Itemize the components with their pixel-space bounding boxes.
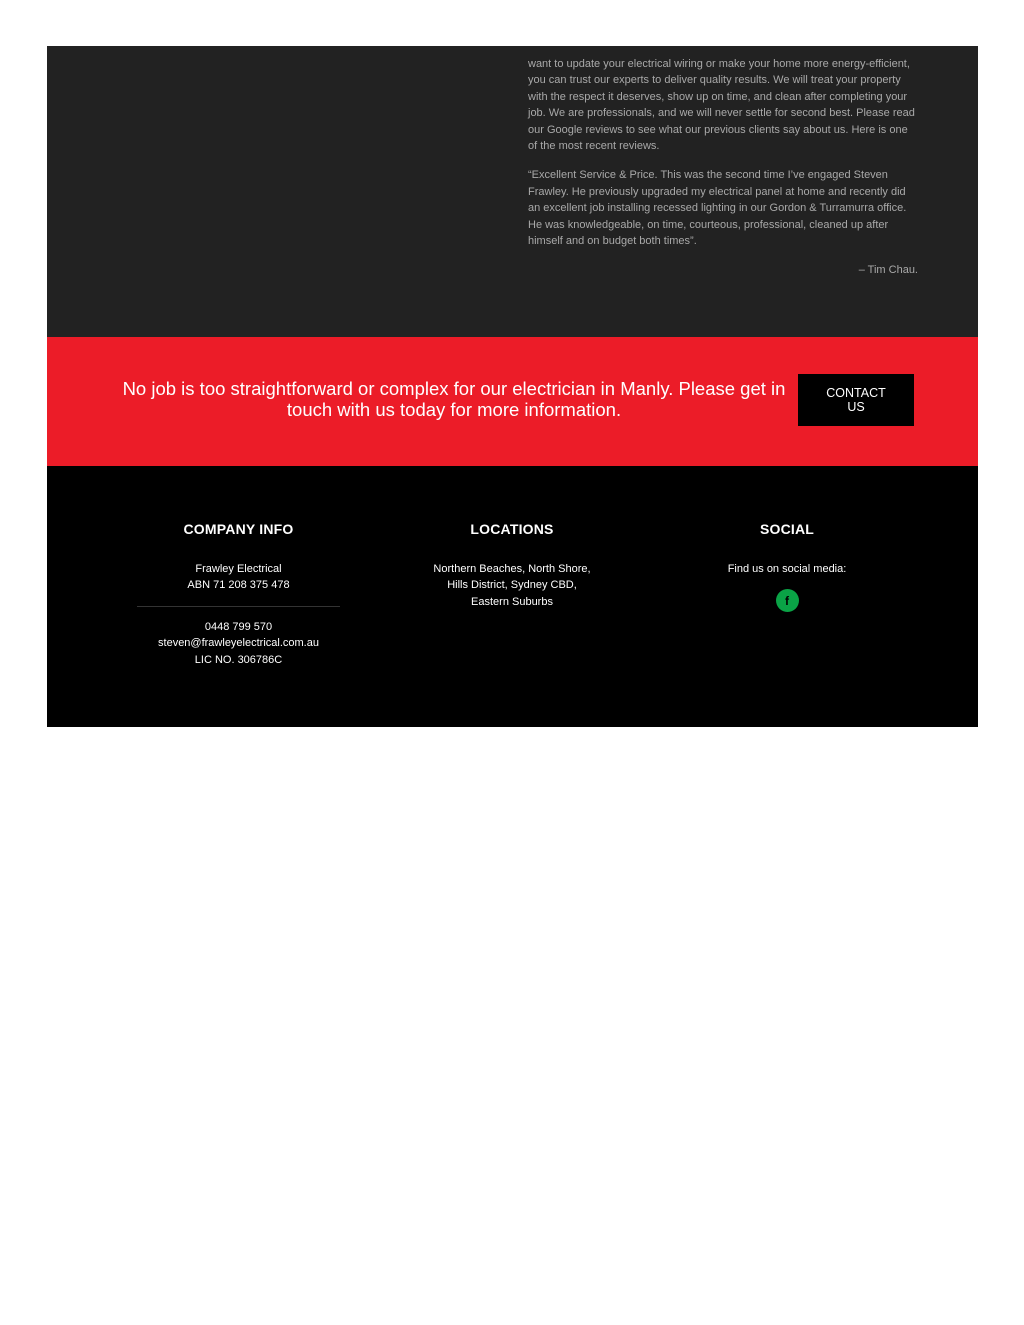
phone-link[interactable]: 0448 799 570 <box>204 620 273 633</box>
cta-text: No job is too straightforward or complex for our electrician in Manly. Please get in touch with us today for more information. <box>122 378 786 420</box>
social-column <box>687 521 887 612</box>
locations-text: Northern Beaches, North Shore, Hills District, Sydney CBD, Eastern Suburbs <box>433 563 591 608</box>
facebook-icon[interactable]: f <box>776 589 799 612</box>
company-info-column <box>137 521 340 668</box>
footer <box>47 466 978 727</box>
divider <box>137 606 340 607</box>
social-heading: SOCIAL <box>759 521 815 537</box>
intro-paragraph: want to update your electrical wiring or make your home more energy-efficient, you can trust our experts to deliver quality results. We will treat your property with the respect it deserves, show up on time, and clean after completing your job. We are professionals, and we will never settle for second best. Please read our Google reviews to see what our previous clients say about us. Here is one of the most recent reviews. <box>528 58 915 153</box>
locations-column <box>433 521 591 610</box>
email-link[interactable]: steven@frawleyelectrical.com.au <box>158 637 319 650</box>
testimonial-section <box>47 46 978 337</box>
locations-heading: LOCATIONS <box>470 521 554 537</box>
review-author: – Tim Chau. <box>858 264 918 277</box>
page <box>47 46 978 727</box>
social-text: Find us on social media: <box>727 563 847 575</box>
testimonial-column <box>528 56 918 292</box>
cta-banner <box>47 337 978 466</box>
company-name: Frawley Electrical <box>195 563 282 575</box>
company-info-heading: COMPANY INFO <box>183 521 294 537</box>
review-quote: “Excellent Service & Price. This was the second time I’ve engaged Steven Frawley. He previously upgraded my electrical panel at home and recently did an excellent job installing recessed lighting in our Gordon & Turramurra office. He was knowledgeable, on time, courteous, professional, cleaned up after himself and on budget both times”. <box>528 169 907 248</box>
licence-number: LIC NO. 306786C <box>194 653 283 666</box>
contact-us-button[interactable]: CONTACT US <box>798 374 914 426</box>
company-abn: ABN 71 208 375 478 <box>187 579 290 592</box>
